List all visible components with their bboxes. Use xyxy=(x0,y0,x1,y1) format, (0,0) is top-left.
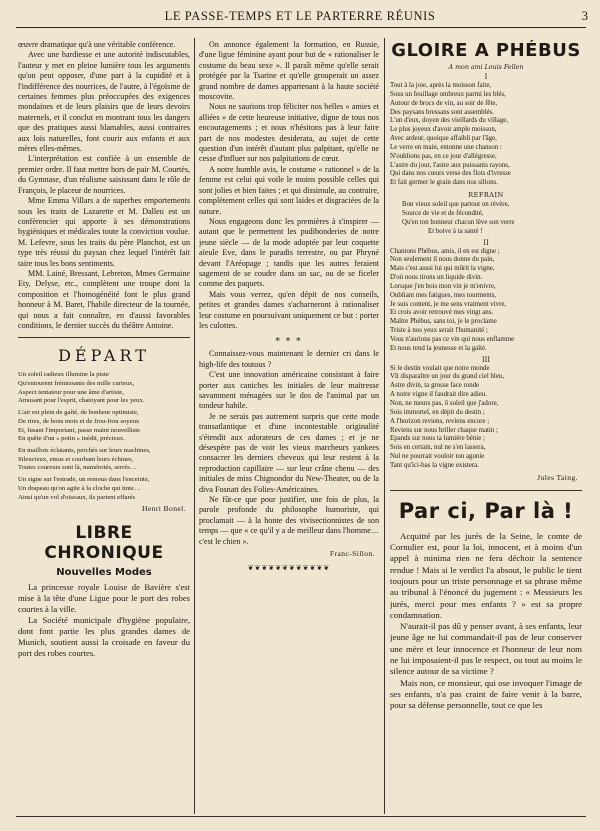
column-3 xyxy=(390,40,582,815)
poem-line: Tant qu'ici-bas la vigne existera. xyxy=(390,461,479,469)
poem-stanza-1 xyxy=(390,82,582,188)
stanza-number: III xyxy=(481,355,491,364)
poem-line: Si le destin voulait que notre monde xyxy=(390,364,490,372)
chronique-title: LIBRE CHRONIQUE xyxy=(44,523,164,564)
poem-line: Epands sur nous ta lumière bénie ; xyxy=(390,435,485,443)
poem-line: Et boive à ta santé ! xyxy=(428,227,483,235)
poem-line: Reviens sur nous briller chaque matin ; xyxy=(390,426,498,434)
article-paragraph: C'est une innovation américaine consistant à faire porter aux caniches les initiales de leur maitresse savamment ménagées sur le dos de l'animal par un tondeur habile. xyxy=(199,370,379,411)
poem-line: Vous n'aurions pas ce vin qui nous enflamme xyxy=(390,335,515,343)
poem-line: Avec ardeur, quoique affaibli par l'âge, xyxy=(390,135,497,143)
poem-line: Oubliant mes fatigues, mes tourments, xyxy=(390,291,497,299)
poem-line: Aspect tentateur pour une âme d'artiste, xyxy=(18,388,124,396)
poem-line: Bon vieux soleil que partout on révère, xyxy=(402,201,510,209)
poem-line: Astre divin, ta grosse face ronde xyxy=(390,382,480,390)
poem-stanza-3 xyxy=(390,365,582,471)
header-title: LE PASSE-TEMPS ET LE PARTERRE RÉUNIS xyxy=(164,9,436,23)
poem-line: Nul ne pourrait vouloir ton agonie xyxy=(390,453,485,461)
column-divider-1 xyxy=(194,38,195,814)
chronique-subtitle: Nouvelles Modes xyxy=(56,567,152,579)
poem-line: Le plus joyeux d'avoir ample moisson, xyxy=(390,126,497,134)
poem-line: Et fait germer le grain dans nos sillons. xyxy=(390,179,498,187)
section-divider xyxy=(18,337,190,338)
article-paragraph: N'aurait-il pas dû y penser avant, à ses enfants, leur jeune âge ne lui commandait-il pas de leur conserver une mère et leur innocence et l'honneur de leur nom ne lui imposaient-il pas le respect, ou tout au moins le silence autour de sa victime ? xyxy=(390,621,582,677)
poem-line: Ainsi qu'un vol d'oiseaux, ils partent effarés xyxy=(18,493,136,501)
poem-line: Amusant pour l'esprit, chatoyant pour les yeux. xyxy=(18,397,145,405)
poem-line: Non, ne meurs pas, ô soleil que j'adore, xyxy=(390,400,499,407)
poem-line: En quête d'un « potin » inédit, précieux. xyxy=(18,435,125,443)
depart-signature: Henri Bonel. xyxy=(141,504,186,514)
poem-line: Un signe sur l'estrade, un remous dans l'enceinte, xyxy=(18,476,150,484)
poem-line: Chantons Phébus, amis, il en est digne ; xyxy=(390,247,500,255)
poem-line: Non seulement il nous donne du pain, xyxy=(390,256,495,264)
poem-line: Maître Phébus, sans toi, je le proclame xyxy=(390,318,497,326)
poem-line: Et nous rend la jeunesse et la gaîté. xyxy=(390,344,487,352)
page-header xyxy=(0,9,600,25)
poem-line: De rires, de bons mots et de frou-frou soyeux xyxy=(18,417,140,425)
poem-title: GLOIRE A PHÉBUS xyxy=(391,40,581,61)
poem-line: Tout à la joie, après la moisson faite, xyxy=(390,82,492,89)
column-1 xyxy=(18,40,190,815)
poem-line: Source de vie et de fécondité, xyxy=(402,209,484,217)
parci-title: Par ci, Par là ! xyxy=(398,498,574,523)
poem-line: Lorsque j'en bois mon vin je m'enivre, xyxy=(390,282,496,290)
footer-rule xyxy=(16,816,586,817)
article-paragraph: Avec une hardiesse et une autorité indiscutables, l'auteur y met en pleine lumière tous les arguments qu'on peut opposer, d'une part à la cupidité et à l'indifférence des nourrices, de l'autre, à l'égoïsme de certaines femmes plus préoccupées des exigences mondaines et de leurs plaisirs que de leurs devoirs maternels, et il conclut en montrant tous les dangers que des pratiques aussi blamables, aussi contraires aux lois naturelles, font courir aux enfants et aux mères elles-mêmes. xyxy=(18,50,190,154)
article-paragraph: Mais vous verrez, qu'en dépit de nos conseils, petites et grandes dames s'acharneront à rationaliser leur costume en poursuivant uniquement ce but : porter les culottes. xyxy=(199,289,379,330)
poem-line: Mais c'est aussi lui qui mûrit la vigne, xyxy=(390,265,495,273)
poem-refrain xyxy=(390,201,582,236)
poem-line: N'oublions pas, en ce jour d'allégresse, xyxy=(390,152,497,160)
column-2 xyxy=(199,40,379,815)
poem-line: D'où nous tirons un liquide divin. xyxy=(390,274,483,282)
asterism-icon: * * * xyxy=(275,337,303,348)
poem-line: L'astre du jour, l'astre aux puissants rayons, xyxy=(390,161,510,169)
poem-line: Silencieux, emus et courbant leurs échines, xyxy=(18,455,134,463)
depart-poem xyxy=(18,371,190,502)
poem-line: Sois en certain, nul ne s'en lassera, xyxy=(390,444,486,452)
section-divider xyxy=(390,490,582,491)
article-signature: Franc-Sillon. xyxy=(329,549,375,559)
article-paragraph: Nous ne saurions trop féliciter nos belles « amies et alliées » de cette heureuse initiative, digne de tous nos encouragements ; et nous n'hésitons pas à leur faire part de nos modestes desiderata, au sujet de cette question d'un intérêt d'autant plus palpitant, qu'elle ne cesse d'influer sur nos palpitations de cœur. xyxy=(199,102,379,164)
article-paragraph: La princesse royale Louise de Bavière s'est mise à la tête d'une Ligue pour le port des robes courtes à la ville. xyxy=(18,582,190,615)
poem-line: En maillots éclatants, perchés sur leurs machines, xyxy=(18,447,151,454)
poem-line: Le verre en main, entonne une chanson : xyxy=(390,143,502,151)
refrain-title: REFRAIN xyxy=(468,191,504,200)
poem-line: Qu'en ton honneur chacun lève son verre xyxy=(402,218,515,226)
poem-signature: Jules Taing. xyxy=(537,472,578,482)
poem-line: Je suis content, je me sens vraiment vivre, xyxy=(390,300,507,308)
header-rule xyxy=(16,27,586,28)
poem-line: Vît disparaître un jour du grand ciel bleu, xyxy=(390,373,505,381)
article-paragraph: Mme Emma Villars a de superbes emportements sous les traits de Lazarette et M. Dalleu est un conférencier qui apporte à ses démonstrations hygiéniques et médicales toute la conviction voulue. M. Lefevre, sous les traits du père Planchot, est un type très réussi du paysan chez lequel l'intérêt fait taire tous les bons sentiments. xyxy=(18,196,190,268)
stanza-number: I xyxy=(484,73,488,81)
poem-line: Sois immortel, en dépit du destin ; xyxy=(390,408,485,416)
page-number: 3 xyxy=(581,9,588,23)
poem-dedication: A mon ami Louis Fellen xyxy=(448,64,524,71)
poem-line: Toutes coureurs sont là, numérotés, serrés… xyxy=(18,464,137,472)
poem-line: Triste à nos yeux serait l'humanité ; xyxy=(390,327,488,335)
stanza-number: II xyxy=(483,238,489,247)
poem-line: Autour de brocs de vin, au soir de fête, xyxy=(390,99,498,107)
article-paragraph: La Société municipale d'hygiène populaire, dont font partie les plus grandes dames de Munich, soutient aussi la croisade en faveur du port des robes courtes. xyxy=(18,615,190,659)
poem-line: A notre vigne il faudrait dire adieu. xyxy=(390,391,488,399)
article-paragraph: A notre humble avis, le costume « rationnel » de la femme est celui qui voile le moins possible celles qui sont jolies et bien faites ; et qui dissimule, au contraire, complètement celles qui sont laides et disgraciées de la nature. xyxy=(199,164,379,216)
poem-line: L'un d'eux, doyen des vieillards du village, xyxy=(390,117,509,125)
poem-line: Et crois avoir retrouvé mes vingt ans. xyxy=(390,309,494,317)
poem-line: Qui dans nos cœurs verse des flots d'ivresse xyxy=(390,170,511,178)
poem-line: Un soleil radieux illumine la piste xyxy=(18,371,109,379)
column-divider-2 xyxy=(384,38,385,814)
poem-line: A l'horizon reviens, reviens encore ; xyxy=(390,417,490,425)
article-paragraph: Je ne serais pas autrement surpris que cette mode transatlantique et d'une incontestable originalité s'étendit aux adorateurs de ces dames ; et je ne désespère pas de voir les vieux marcheurs yankees consacrer les derniers cheveux qui leur restent à la reproduction capillaire — sur leur crâne chenu — des initiales de miss Chignondor du New-Theater, ou de la diva Fosnatt des Folies-Américaines. xyxy=(199,411,379,494)
poem-line: Sous un feuillage ombreux parmi les blés, xyxy=(390,90,506,98)
depart-title: DÉPART xyxy=(58,346,150,366)
poem-line: Qu'entourent frémissants des mille curieux, xyxy=(18,380,135,388)
article-paragraph: Connaissez-vous maintenant le dernier cri dans le high-life des toutous ? xyxy=(199,349,379,369)
article-paragraph: MM. Lainé, Bressant, Lebreton, Mmes Germaine Ety, Delyse, etc., complètent une troupe dont la composition et l'homogénéité font le plus grand honneur à M. Baret, l'habile directeur de la tournée, qui nous a fait connaître, en d'aussi favorables conditions, le dernier succès du théâtre Antoine. xyxy=(18,268,190,330)
article-paragraph: L'interprétation est confiée à un ensemble de premier ordre. Il faut mettre hors de pair M. Courtès, du Gymnase, d'un réalisme saisissant dans le rôle de François, le placeur de nourrices. xyxy=(18,154,190,195)
article-paragraph: œuvre dramatique qu'à une véritable conférence. xyxy=(18,40,176,49)
article-paragraph: Acquitté par les jurés de la Seine, le comte de Cornulier est, pour la loi, innocent, et à moins d'un appel à minima rien ne fera déchoir la sentence rendue ! Mais si le verdict l'a absout, le public le tient toujours pour un triste personnage et sa phrase même au tribunal à l'énoncé du jugement : « Messieurs les jurés, merci pour mes enfants ? » est sa propre condamnation. xyxy=(390,530,582,620)
poem-line: Et, fusant l'important, passe maint nouvelliste xyxy=(18,426,141,434)
poem-line: Des paysans bressans sont assemblés. xyxy=(390,108,494,116)
article-paragraph: Nous engageons donc les premières à s'inspirer — autant que le permettent les pudibonderies de notre jeune siècle — de la mode adoptée par leur coquette aïeule Eve, dans le paradis terrestre, ou par Phryné devant l'Aréopage ; tandis que les autres feraient sagement de se coudre dans un sac, ou de se ficeler comme des paquets. xyxy=(199,216,379,289)
article-paragraph: On annonce également la formation, en Russie, d'une ligue féminine ayant pour but de « rationaliser le costume du beau sexe ». Il paraît même qu'elle serait protégée par la Tsarine et qu'elle grouperait un assez grand nombre de dames appartenant à la haute société moscovite. xyxy=(199,40,379,102)
article-paragraph: Ne fût-ce que pour justifier, une fois de plus, la parole profonde du philosophe humoriste, qui proclamait — à la honte des vivisectionnistes de son temps — que « ce qu'il y a de meilleur dans l'homme… c'est le chien ». xyxy=(199,495,379,546)
article-paragraph: Mais non, ce monsieur, qui ose invoquer l'image de ses enfants, n'a pas craint de faire venir à la barre, pour sa défense personnelle, tout ce que les xyxy=(390,677,582,711)
poem-line: Un drapeau qu'on agite à la cloche qui tinte… xyxy=(18,484,141,492)
poem-line: L'air est plein de gaîté, de bonheur optimiste, xyxy=(18,409,139,417)
ornament-icon: ❦❦❦❦❦❦❦❦❦❦❦❦ xyxy=(247,564,331,573)
poem-stanza-2 xyxy=(390,248,582,354)
